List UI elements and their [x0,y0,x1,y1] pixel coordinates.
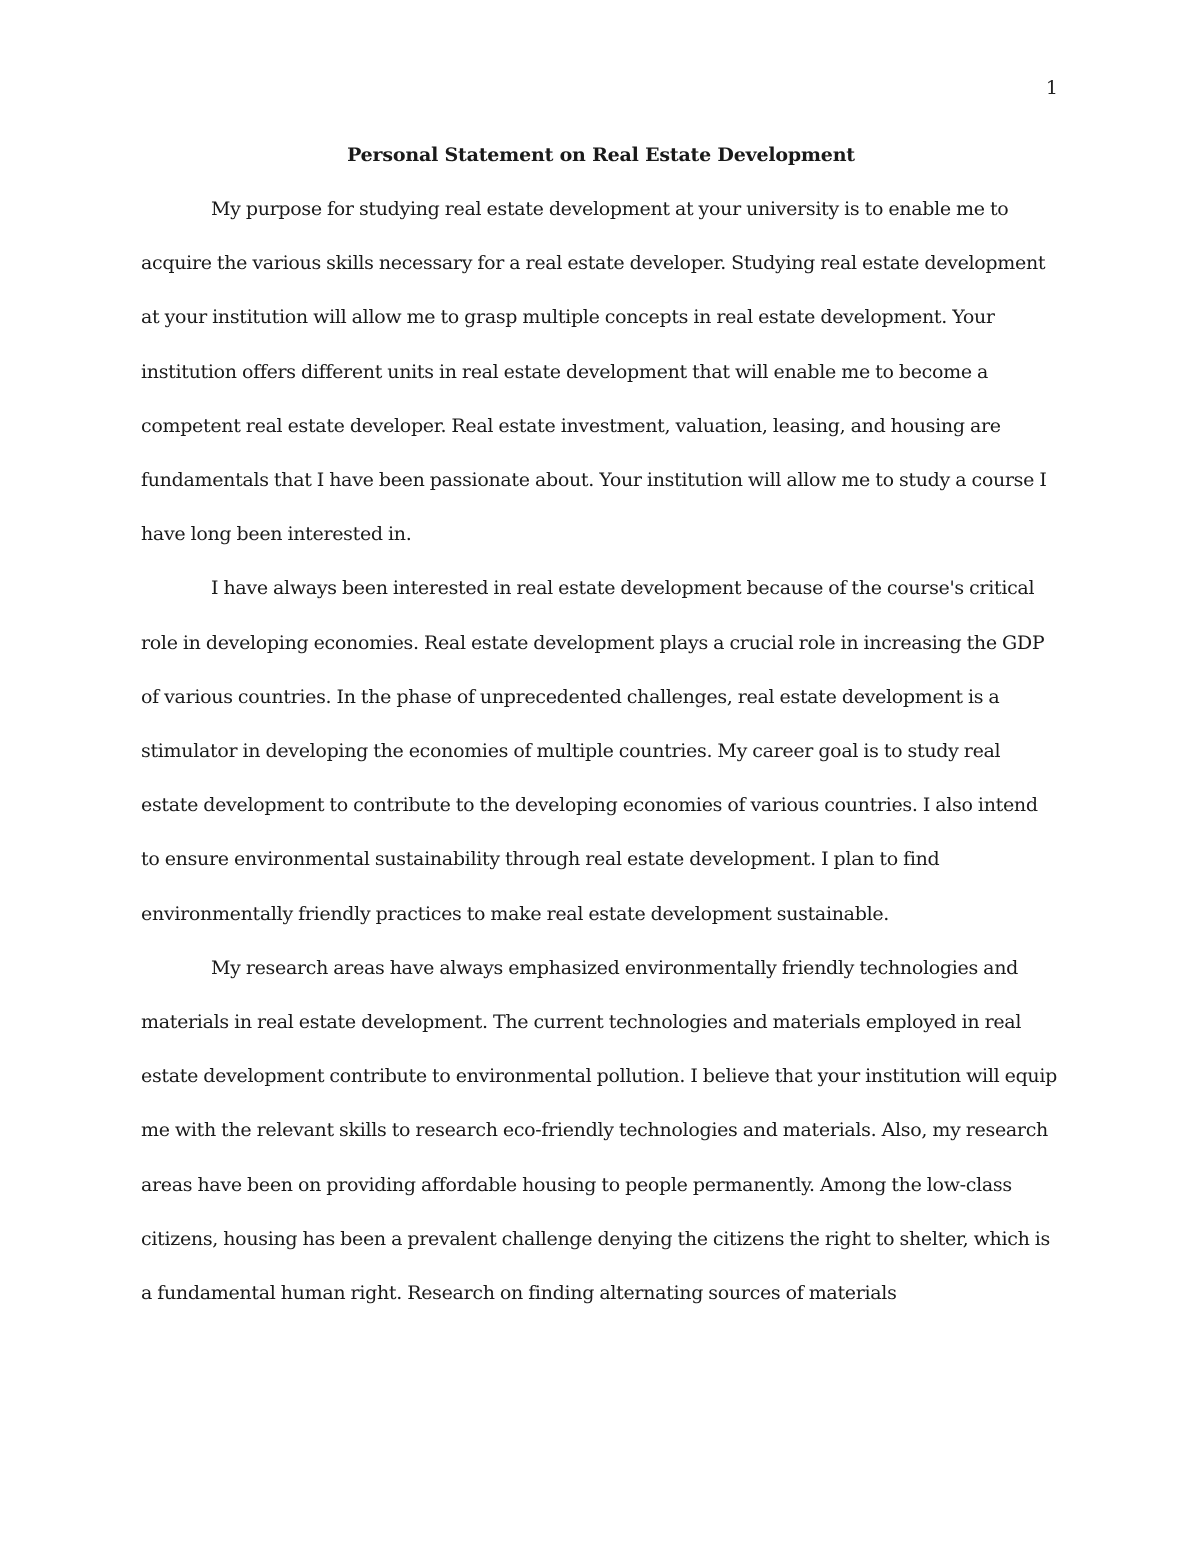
document-title: Personal Statement on Real Estate Development [347,144,855,166]
paragraph-1: My purpose for studying real estate development at your university is to enable me to acquire the various skills necessary for a real estate developer. Studying real estate development at your institution will allow me to grasp multiple concepts in real estate development. Your institution offers different units in real estate development that will enable me to become a competent real estate developer. Real estate investment, valuation, leasing, and housing are fundamentals that I have been passionate about. Your institution will allow me to study a course I have long been interested in. [141,198,1047,546]
paragraph-3: My research areas have always emphasized environmentally friendly technologies and materials in real estate development. The current technologies and materials employed in real estate development contribute to environmental pollution. I believe that your institution will equip me with the relevant skills to research eco-friendly technologies and materials. Also, my research areas have been on providing affordable housing to people permanently. Among the low-class citizens, housing has been a prevalent challenge denying the citizens the right to shelter, which is a fundamental human right. Research on finding alternating sources of materials [141,956,1058,1305]
paragraph-2: I have always been interested in real estate development because of the course's critical role in developing economies. Real estate development plays a crucial role in increasing the GDP of various countries. In the phase of unprecedented challenges, real estate development is a stimulator in developing the economies of multiple countries. My career goal is to study real estate development to contribute to the developing economies of various countries. I also intend to ensure environmental sustainability through real estate development. I plan to find environmentally friendly practices to make real estate development sustainable. [141,577,1045,925]
document-body [141,128,1061,1320]
page-number: 1 [1045,77,1058,99]
